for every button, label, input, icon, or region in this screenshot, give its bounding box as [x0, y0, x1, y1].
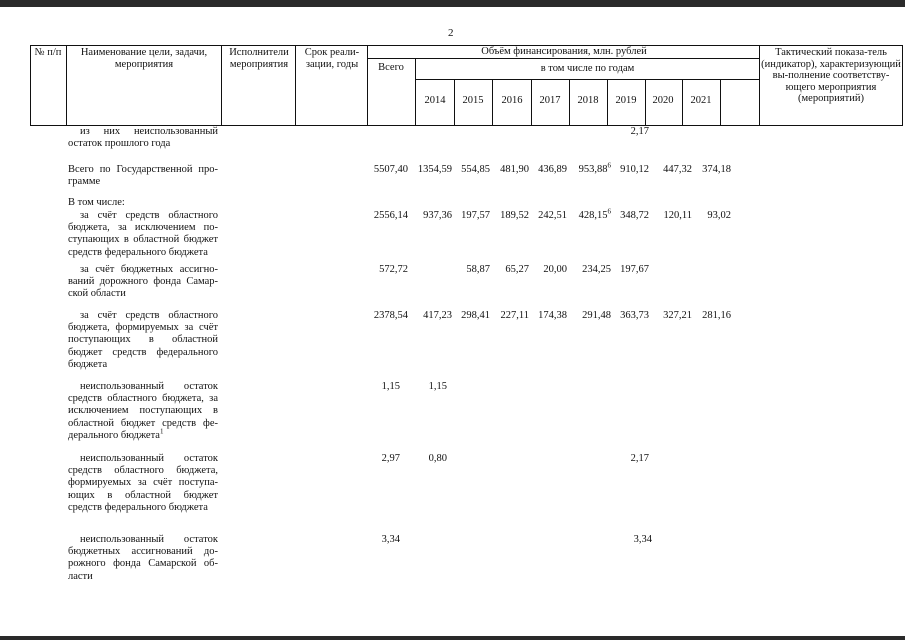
- value-2016: 481,90: [500, 164, 529, 175]
- row-label: из них неиспользованный остаток прошлого года: [68, 126, 218, 150]
- value-2016: 65,27: [505, 264, 529, 275]
- col-by-years-header: в том числе по годам: [540, 63, 635, 74]
- value-2018: 234,25: [582, 264, 611, 275]
- row-label: за счёт средств областного бюджета, за исключением по-ступающих в областной бюджет средств федерального бюджета: [68, 210, 218, 258]
- value-total: 2378,54: [373, 310, 408, 321]
- value-total: 3,34: [381, 534, 400, 545]
- value-2020: 327,21: [663, 310, 692, 321]
- value-2014: 0,80: [428, 453, 447, 464]
- value-2015: 298,41: [461, 310, 490, 321]
- year-header: 2021: [690, 95, 712, 106]
- top-border: [0, 0, 905, 7]
- row-label: неиспользованный остаток средств областного бюджета, за исключением поступающих в областной бюджет средств фе-дерального бюджета$^1$: [68, 381, 218, 441]
- value-2016: 227,11: [500, 310, 529, 321]
- col-total-header: Всего: [378, 62, 404, 73]
- value-2014: 1,15: [428, 381, 447, 392]
- value-2016: 189,52: [500, 210, 529, 221]
- value-2017: 436,89: [538, 164, 567, 175]
- value-2017: 174,38: [538, 310, 567, 321]
- value-2019: 2,17: [630, 126, 649, 137]
- bottom-border: [0, 636, 905, 640]
- col-executor-header: Исполнители мероприятия: [229, 47, 289, 70]
- value-2019: 348,72: [620, 210, 649, 221]
- value-2014: 417,23: [423, 310, 452, 321]
- value-2021: 374,18: [702, 164, 731, 175]
- value-2015: 58,87: [466, 264, 490, 275]
- year-header: 2015: [462, 95, 484, 106]
- row-label: за счёт средств областного бюджета, формируемых за счёт поступающих в областной бюджет средств федерального бюджета: [68, 310, 218, 370]
- value-total: 572,72: [379, 264, 408, 275]
- value-2018: 291,48: [582, 310, 611, 321]
- page-number: 2: [448, 27, 454, 39]
- value-2019: 197,67: [620, 264, 649, 275]
- value-2020: 120,11: [663, 210, 692, 221]
- year-header: 2014: [424, 95, 446, 106]
- value-total: 5507,40: [373, 164, 408, 175]
- col-term-header: Срок реали-зации, годы: [304, 47, 360, 70]
- table-header: [30, 45, 903, 125]
- year-header: 2019: [615, 95, 637, 106]
- value-2015: 554,85: [461, 164, 490, 175]
- year-header: 2017: [539, 95, 561, 106]
- year-header: 2016: [501, 95, 523, 106]
- col-funding-header: Объём финансирования, млн. рублей: [481, 46, 647, 57]
- col-indicator-header: Тактический показа-тель (индикатор), характеризующий вы-полнение соответству-ющего мероприятия (мероприятий): [761, 47, 901, 104]
- row-label: неиспользованный остаток средств областного бюджета, формируемых за счёт поступа-ющих в областной бюджет средств федерального бюджета: [68, 453, 218, 513]
- value-2017: 20,00: [543, 264, 567, 275]
- value-2017: 242,51: [538, 210, 567, 221]
- value-2019: 363,73: [620, 310, 649, 321]
- row-label: В том числе:: [68, 197, 125, 208]
- value-2019: 3,34: [633, 534, 652, 545]
- row-label: неиспользованный остаток бюджетных ассигнований до-рожного фонда Самарской об-ласти: [68, 534, 218, 582]
- value-total: 2,97: [381, 453, 400, 464]
- value-2015: 197,57: [461, 210, 490, 221]
- col-number-header: № п/п: [34, 47, 62, 58]
- value-2020: 447,32: [663, 164, 692, 175]
- value-2021: 93,02: [707, 210, 731, 221]
- value-2014: 1354,59: [417, 164, 452, 175]
- value-total: 1,15: [381, 381, 400, 392]
- value-2018: 953,88$^6$: [578, 161, 611, 175]
- value-2018: 428,15$^6$: [578, 207, 611, 221]
- year-header: 2018: [577, 95, 599, 106]
- value-2021: 281,16: [702, 310, 731, 321]
- value-total: 2556,14: [373, 210, 408, 221]
- row-label: за счёт бюджетных ассигно-ваний дорожного фонда Самар-ской области: [68, 264, 218, 300]
- year-header: 2020: [652, 95, 674, 106]
- value-2019: 2,17: [630, 453, 649, 464]
- value-2014: 937,36: [423, 210, 452, 221]
- value-2019: 910,12: [620, 164, 649, 175]
- col-name-header: Наименование цели, задачи, мероприятия: [80, 47, 208, 70]
- row-label: Всего по Государственной про-грамме: [68, 164, 218, 188]
